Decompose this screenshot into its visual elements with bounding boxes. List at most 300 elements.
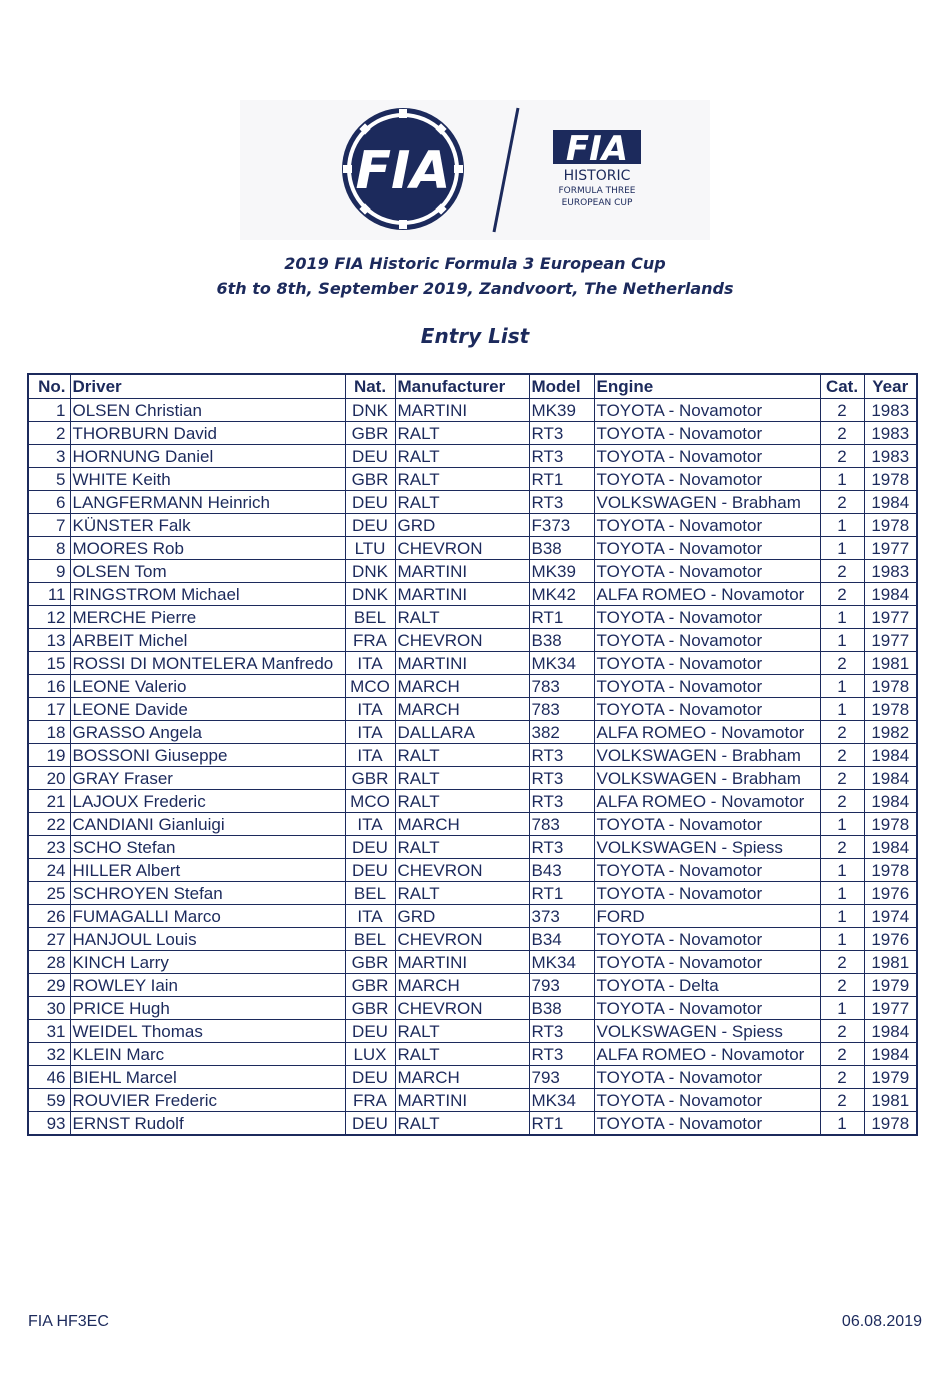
cell-model: RT3 [529, 790, 594, 813]
cell-no: 25 [28, 882, 70, 905]
cell-model: RT1 [529, 882, 594, 905]
historic-text: HISTORIC [563, 168, 631, 184]
column-header-no: No. [28, 374, 70, 399]
cell-driver: OLSEN Tom [70, 560, 345, 583]
cell-cat: 1 [820, 859, 864, 882]
cell-driver: SCHO Stefan [70, 836, 345, 859]
cell-model: B38 [529, 537, 594, 560]
table-row [28, 882, 917, 905]
cell-driver: MERCHE Pierre [70, 606, 345, 629]
cell-nat: DEU [345, 491, 395, 514]
cell-cat: 2 [820, 790, 864, 813]
cell-nat: GBR [345, 468, 395, 491]
cell-driver: HORNUNG Daniel [70, 445, 345, 468]
cell-nat: BEL [345, 882, 395, 905]
cell-year: 1977 [864, 997, 917, 1020]
cell-manufacturer: RALT [395, 767, 529, 790]
table-row [28, 1066, 917, 1089]
cell-engine: TOYOTA - Delta [594, 974, 820, 997]
cell-year: 1977 [864, 629, 917, 652]
cell-cat: 1 [820, 882, 864, 905]
cell-manufacturer: DALLARA [395, 721, 529, 744]
cell-manufacturer: RALT [395, 468, 529, 491]
cell-no: 18 [28, 721, 70, 744]
cell-manufacturer: RALT [395, 1020, 529, 1043]
cell-year: 1983 [864, 445, 917, 468]
cell-no: 15 [28, 652, 70, 675]
table-row [28, 514, 917, 537]
cell-manufacturer: RALT [395, 422, 529, 445]
cell-manufacturer: MARCH [395, 698, 529, 721]
formula-three-text: FORMULA THREE [558, 186, 636, 196]
cell-cat: 1 [820, 698, 864, 721]
cell-driver: MOORES Rob [70, 537, 345, 560]
column-header-manufacturer: Manufacturer [395, 374, 529, 399]
cell-model: MK34 [529, 652, 594, 675]
cell-year: 1984 [864, 1020, 917, 1043]
cell-model: RT3 [529, 836, 594, 859]
table-row [28, 997, 917, 1020]
cell-year: 1983 [864, 422, 917, 445]
cell-driver: LEONE Valerio [70, 675, 345, 698]
cell-model: RT1 [529, 606, 594, 629]
cell-manufacturer: CHEVRON [395, 537, 529, 560]
cell-model: RT3 [529, 1020, 594, 1043]
cell-no: 22 [28, 813, 70, 836]
cell-manufacturer: RALT [395, 882, 529, 905]
table-row [28, 1089, 917, 1112]
cell-nat: DNK [345, 560, 395, 583]
cell-driver: CANDIANI Gianluigi [70, 813, 345, 836]
column-header-cat: Cat. [820, 374, 864, 399]
cell-cat: 1 [820, 813, 864, 836]
cell-year: 1978 [864, 675, 917, 698]
cell-no: 24 [28, 859, 70, 882]
cell-driver: WEIDEL Thomas [70, 1020, 345, 1043]
cell-driver: SCHROYEN Stefan [70, 882, 345, 905]
cell-engine: TOYOTA - Novamotor [594, 859, 820, 882]
table-row [28, 1112, 917, 1136]
cell-manufacturer: MARTINI [395, 951, 529, 974]
cell-no: 93 [28, 1112, 70, 1136]
column-header-nat: Nat. [345, 374, 395, 399]
cell-cat: 1 [820, 905, 864, 928]
cell-model: RT1 [529, 1112, 594, 1136]
table-row [28, 468, 917, 491]
cell-no: 11 [28, 583, 70, 606]
cell-manufacturer: RALT [395, 491, 529, 514]
cell-engine: TOYOTA - Novamotor [594, 928, 820, 951]
cell-model: MK39 [529, 399, 594, 422]
cell-manufacturer: MARTINI [395, 583, 529, 606]
cell-engine: TOYOTA - Novamotor [594, 813, 820, 836]
cell-model: RT1 [529, 468, 594, 491]
cell-engine: TOYOTA - Novamotor [594, 422, 820, 445]
cell-year: 1979 [864, 974, 917, 997]
cell-no: 9 [28, 560, 70, 583]
cell-nat: DNK [345, 399, 395, 422]
cell-driver: HILLER Albert [70, 859, 345, 882]
cell-driver: KLEIN Marc [70, 1043, 345, 1066]
cell-engine: TOYOTA - Novamotor [594, 560, 820, 583]
cell-driver: OLSEN Christian [70, 399, 345, 422]
table-row [28, 399, 917, 422]
table-body [28, 399, 917, 1136]
table-row [28, 698, 917, 721]
cell-driver: GRASSO Angela [70, 721, 345, 744]
entry-table [27, 373, 918, 1136]
table-row [28, 813, 917, 836]
table-row [28, 1020, 917, 1043]
column-header-driver: Driver [70, 374, 345, 399]
cell-model: 783 [529, 675, 594, 698]
entry-list-heading: Entry List [420, 324, 530, 348]
cell-cat: 2 [820, 1043, 864, 1066]
cell-engine: TOYOTA - Novamotor [594, 468, 820, 491]
cell-nat: LUX [345, 1043, 395, 1066]
cell-manufacturer: CHEVRON [395, 928, 529, 951]
cell-cat: 2 [820, 721, 864, 744]
cell-no: 17 [28, 698, 70, 721]
table-row [28, 1043, 917, 1066]
cell-no: 16 [28, 675, 70, 698]
cell-manufacturer: MARCH [395, 675, 529, 698]
cell-manufacturer: RALT [395, 836, 529, 859]
cell-nat: GBR [345, 951, 395, 974]
cell-manufacturer: MARTINI [395, 652, 529, 675]
cell-nat: ITA [345, 813, 395, 836]
cell-cat: 1 [820, 468, 864, 491]
cell-nat: GBR [345, 997, 395, 1020]
cell-nat: DEU [345, 445, 395, 468]
cell-model: MK34 [529, 1089, 594, 1112]
cell-year: 1981 [864, 1089, 917, 1112]
european-cup-text: EUROPEAN CUP [561, 198, 633, 208]
table-row [28, 951, 917, 974]
cell-year: 1982 [864, 721, 917, 744]
table-row [28, 675, 917, 698]
cell-nat: ITA [345, 698, 395, 721]
table-header-row [28, 374, 917, 399]
cell-model: MK39 [529, 560, 594, 583]
fia-left-logo-text: FIA [355, 141, 451, 201]
cell-no: 23 [28, 836, 70, 859]
cell-model: 793 [529, 1066, 594, 1089]
cell-engine: VOLKSWAGEN - Brabham [594, 767, 820, 790]
cell-year: 1983 [864, 399, 917, 422]
cell-year: 1978 [864, 859, 917, 882]
cell-no: 13 [28, 629, 70, 652]
cell-year: 1984 [864, 790, 917, 813]
cell-nat: LTU [345, 537, 395, 560]
cell-year: 1978 [864, 1112, 917, 1136]
cell-no: 6 [28, 491, 70, 514]
cell-no: 29 [28, 974, 70, 997]
cell-no: 26 [28, 905, 70, 928]
cell-cat: 2 [820, 399, 864, 422]
cell-year: 1981 [864, 652, 917, 675]
cell-model: B43 [529, 859, 594, 882]
cell-cat: 1 [820, 537, 864, 560]
cell-no: 5 [28, 468, 70, 491]
cell-manufacturer: MARTINI [395, 399, 529, 422]
cell-nat: DEU [345, 859, 395, 882]
cell-engine: TOYOTA - Novamotor [594, 1066, 820, 1089]
cell-engine: TOYOTA - Novamotor [594, 698, 820, 721]
cell-nat: FRA [345, 1089, 395, 1112]
fia-right-logo-text: FIA [565, 129, 629, 169]
column-header-year: Year [864, 374, 917, 399]
cell-model: RT3 [529, 445, 594, 468]
table-row [28, 721, 917, 744]
cell-year: 1984 [864, 744, 917, 767]
cell-year: 1984 [864, 836, 917, 859]
cell-engine: TOYOTA - Novamotor [594, 537, 820, 560]
cell-engine: VOLKSWAGEN - Brabham [594, 491, 820, 514]
cell-driver: LEONE Davide [70, 698, 345, 721]
event-subtitle: 6th to 8th, September 2019, Zandvoort, The Netherlands [216, 279, 734, 298]
footer-left: FIA HF3EC [28, 1313, 109, 1330]
cell-model: F373 [529, 514, 594, 537]
event-title: 2019 FIA Historic Formula 3 European Cup [284, 254, 666, 273]
footer-date: 06.08.2019 [841, 1313, 922, 1330]
table-row [28, 836, 917, 859]
cell-year: 1984 [864, 767, 917, 790]
cell-year: 1977 [864, 606, 917, 629]
cell-driver: ERNST Rudolf [70, 1112, 345, 1136]
cell-model: 373 [529, 905, 594, 928]
cell-cat: 2 [820, 583, 864, 606]
cell-no: 19 [28, 744, 70, 767]
cell-engine: VOLKSWAGEN - Brabham [594, 744, 820, 767]
table-row [28, 928, 917, 951]
column-header-engine: Engine [594, 374, 820, 399]
cell-model: 783 [529, 813, 594, 836]
cell-engine: FORD [594, 905, 820, 928]
cell-cat: 1 [820, 675, 864, 698]
cell-driver: RINGSTROM Michael [70, 583, 345, 606]
cell-no: 31 [28, 1020, 70, 1043]
table-row [28, 767, 917, 790]
cell-no: 28 [28, 951, 70, 974]
cell-year: 1978 [864, 813, 917, 836]
cell-cat: 2 [820, 445, 864, 468]
cell-nat: DNK [345, 583, 395, 606]
table-row [28, 790, 917, 813]
cell-cat: 2 [820, 422, 864, 445]
cell-engine: VOLKSWAGEN - Spiess [594, 836, 820, 859]
cell-nat: ITA [345, 905, 395, 928]
cell-nat: BEL [345, 928, 395, 951]
cell-no: 12 [28, 606, 70, 629]
cell-year: 1977 [864, 537, 917, 560]
cell-year: 1976 [864, 928, 917, 951]
cell-manufacturer: RALT [395, 1043, 529, 1066]
cell-cat: 2 [820, 491, 864, 514]
cell-engine: TOYOTA - Novamotor [594, 445, 820, 468]
cell-no: 32 [28, 1043, 70, 1066]
cell-nat: ITA [345, 721, 395, 744]
cell-driver: BOSSONI Giuseppe [70, 744, 345, 767]
cell-driver: ROUVIER Frederic [70, 1089, 345, 1112]
cell-engine: TOYOTA - Novamotor [594, 997, 820, 1020]
cell-model: B34 [529, 928, 594, 951]
cell-manufacturer: MARCH [395, 974, 529, 997]
cell-manufacturer: RALT [395, 744, 529, 767]
cell-engine: ALFA ROMEO - Novamotor [594, 1043, 820, 1066]
cell-nat: ITA [345, 652, 395, 675]
cell-manufacturer: RALT [395, 445, 529, 468]
cell-model: RT3 [529, 491, 594, 514]
cell-no: 27 [28, 928, 70, 951]
cell-driver: THORBURN David [70, 422, 345, 445]
table-row [28, 537, 917, 560]
table-row [28, 859, 917, 882]
cell-manufacturer: GRD [395, 514, 529, 537]
cell-engine: TOYOTA - Novamotor [594, 652, 820, 675]
cell-engine: TOYOTA - Novamotor [594, 399, 820, 422]
cell-engine: ALFA ROMEO - Novamotor [594, 790, 820, 813]
cell-cat: 2 [820, 560, 864, 583]
table-row [28, 652, 917, 675]
cell-nat: GBR [345, 767, 395, 790]
cell-engine: ALFA ROMEO - Novamotor [594, 583, 820, 606]
cell-cat: 1 [820, 997, 864, 1020]
cell-driver: LAJOUX Frederic [70, 790, 345, 813]
cell-driver: WHITE Keith [70, 468, 345, 491]
table-row [28, 583, 917, 606]
cell-model: RT3 [529, 1043, 594, 1066]
cell-engine: TOYOTA - Novamotor [594, 1112, 820, 1136]
cell-year: 1978 [864, 698, 917, 721]
cell-driver: BIEHL Marcel [70, 1066, 345, 1089]
cell-nat: BEL [345, 606, 395, 629]
table-row [28, 560, 917, 583]
cell-manufacturer: CHEVRON [395, 997, 529, 1020]
cell-engine: TOYOTA - Novamotor [594, 882, 820, 905]
cell-cat: 2 [820, 1020, 864, 1043]
cell-model: MK34 [529, 951, 594, 974]
cell-nat: ITA [345, 744, 395, 767]
cell-engine: TOYOTA - Novamotor [594, 629, 820, 652]
cell-cat: 1 [820, 629, 864, 652]
cell-model: 783 [529, 698, 594, 721]
cell-cat: 2 [820, 1089, 864, 1112]
table-row [28, 422, 917, 445]
cell-model: B38 [529, 997, 594, 1020]
cell-no: 7 [28, 514, 70, 537]
cell-year: 1978 [864, 468, 917, 491]
table-row [28, 629, 917, 652]
cell-no: 30 [28, 997, 70, 1020]
cell-cat: 2 [820, 951, 864, 974]
fia-gear-logo-icon [342, 108, 464, 230]
cell-cat: 2 [820, 744, 864, 767]
cell-cat: 2 [820, 836, 864, 859]
cell-model: RT3 [529, 744, 594, 767]
cell-no: 21 [28, 790, 70, 813]
logo-area [240, 100, 710, 240]
cell-manufacturer: RALT [395, 790, 529, 813]
cell-no: 59 [28, 1089, 70, 1112]
cell-year: 1984 [864, 1043, 917, 1066]
cell-engine: TOYOTA - Novamotor [594, 1089, 820, 1112]
cell-cat: 1 [820, 606, 864, 629]
cell-nat: DEU [345, 514, 395, 537]
cell-cat: 1 [820, 1112, 864, 1136]
cell-cat: 1 [820, 514, 864, 537]
cell-engine: TOYOTA - Novamotor [594, 606, 820, 629]
cell-year: 1981 [864, 951, 917, 974]
cell-driver: PRICE Hugh [70, 997, 345, 1020]
column-header-model: Model [529, 374, 594, 399]
cell-nat: GBR [345, 974, 395, 997]
fia-logos [240, 100, 710, 240]
cell-cat: 2 [820, 652, 864, 675]
cell-manufacturer: GRD [395, 905, 529, 928]
cell-driver: KINCH Larry [70, 951, 345, 974]
table-row [28, 445, 917, 468]
cell-engine: TOYOTA - Novamotor [594, 514, 820, 537]
cell-year: 1984 [864, 583, 917, 606]
cell-year: 1974 [864, 905, 917, 928]
cell-nat: FRA [345, 629, 395, 652]
table-row [28, 974, 917, 997]
cell-no: 46 [28, 1066, 70, 1089]
cell-manufacturer: MARTINI [395, 560, 529, 583]
cell-no: 20 [28, 767, 70, 790]
cell-engine: ALFA ROMEO - Novamotor [594, 721, 820, 744]
table-row [28, 491, 917, 514]
cell-nat: DEU [345, 1066, 395, 1089]
cell-manufacturer: MARTINI [395, 1089, 529, 1112]
cell-cat: 2 [820, 974, 864, 997]
cell-nat: DEU [345, 1112, 395, 1136]
table-row [28, 606, 917, 629]
cell-cat: 1 [820, 928, 864, 951]
cell-no: 8 [28, 537, 70, 560]
cell-cat: 2 [820, 767, 864, 790]
cell-model: 793 [529, 974, 594, 997]
cell-no: 3 [28, 445, 70, 468]
cell-year: 1983 [864, 560, 917, 583]
cell-driver: ROSSI DI MONTELERA Manfredo [70, 652, 345, 675]
cell-year: 1976 [864, 882, 917, 905]
cell-no: 2 [28, 422, 70, 445]
cell-manufacturer: MARCH [395, 813, 529, 836]
cell-manufacturer: CHEVRON [395, 859, 529, 882]
cell-no: 1 [28, 399, 70, 422]
table-row [28, 905, 917, 928]
cell-manufacturer: RALT [395, 1112, 529, 1136]
table-row [28, 744, 917, 767]
cell-cat: 2 [820, 1066, 864, 1089]
cell-driver: GRAY Fraser [70, 767, 345, 790]
cell-driver: HANJOUL Louis [70, 928, 345, 951]
cell-driver: ARBEIT Michel [70, 629, 345, 652]
cell-year: 1984 [864, 491, 917, 514]
cell-nat: DEU [345, 836, 395, 859]
cell-year: 1979 [864, 1066, 917, 1089]
cell-nat: DEU [345, 1020, 395, 1043]
cell-manufacturer: MARCH [395, 1066, 529, 1089]
cell-driver: KÜNSTER Falk [70, 514, 345, 537]
cell-engine: TOYOTA - Novamotor [594, 675, 820, 698]
cell-model: B38 [529, 629, 594, 652]
cell-manufacturer: CHEVRON [395, 629, 529, 652]
cell-driver: ROWLEY Iain [70, 974, 345, 997]
cell-year: 1978 [864, 514, 917, 537]
